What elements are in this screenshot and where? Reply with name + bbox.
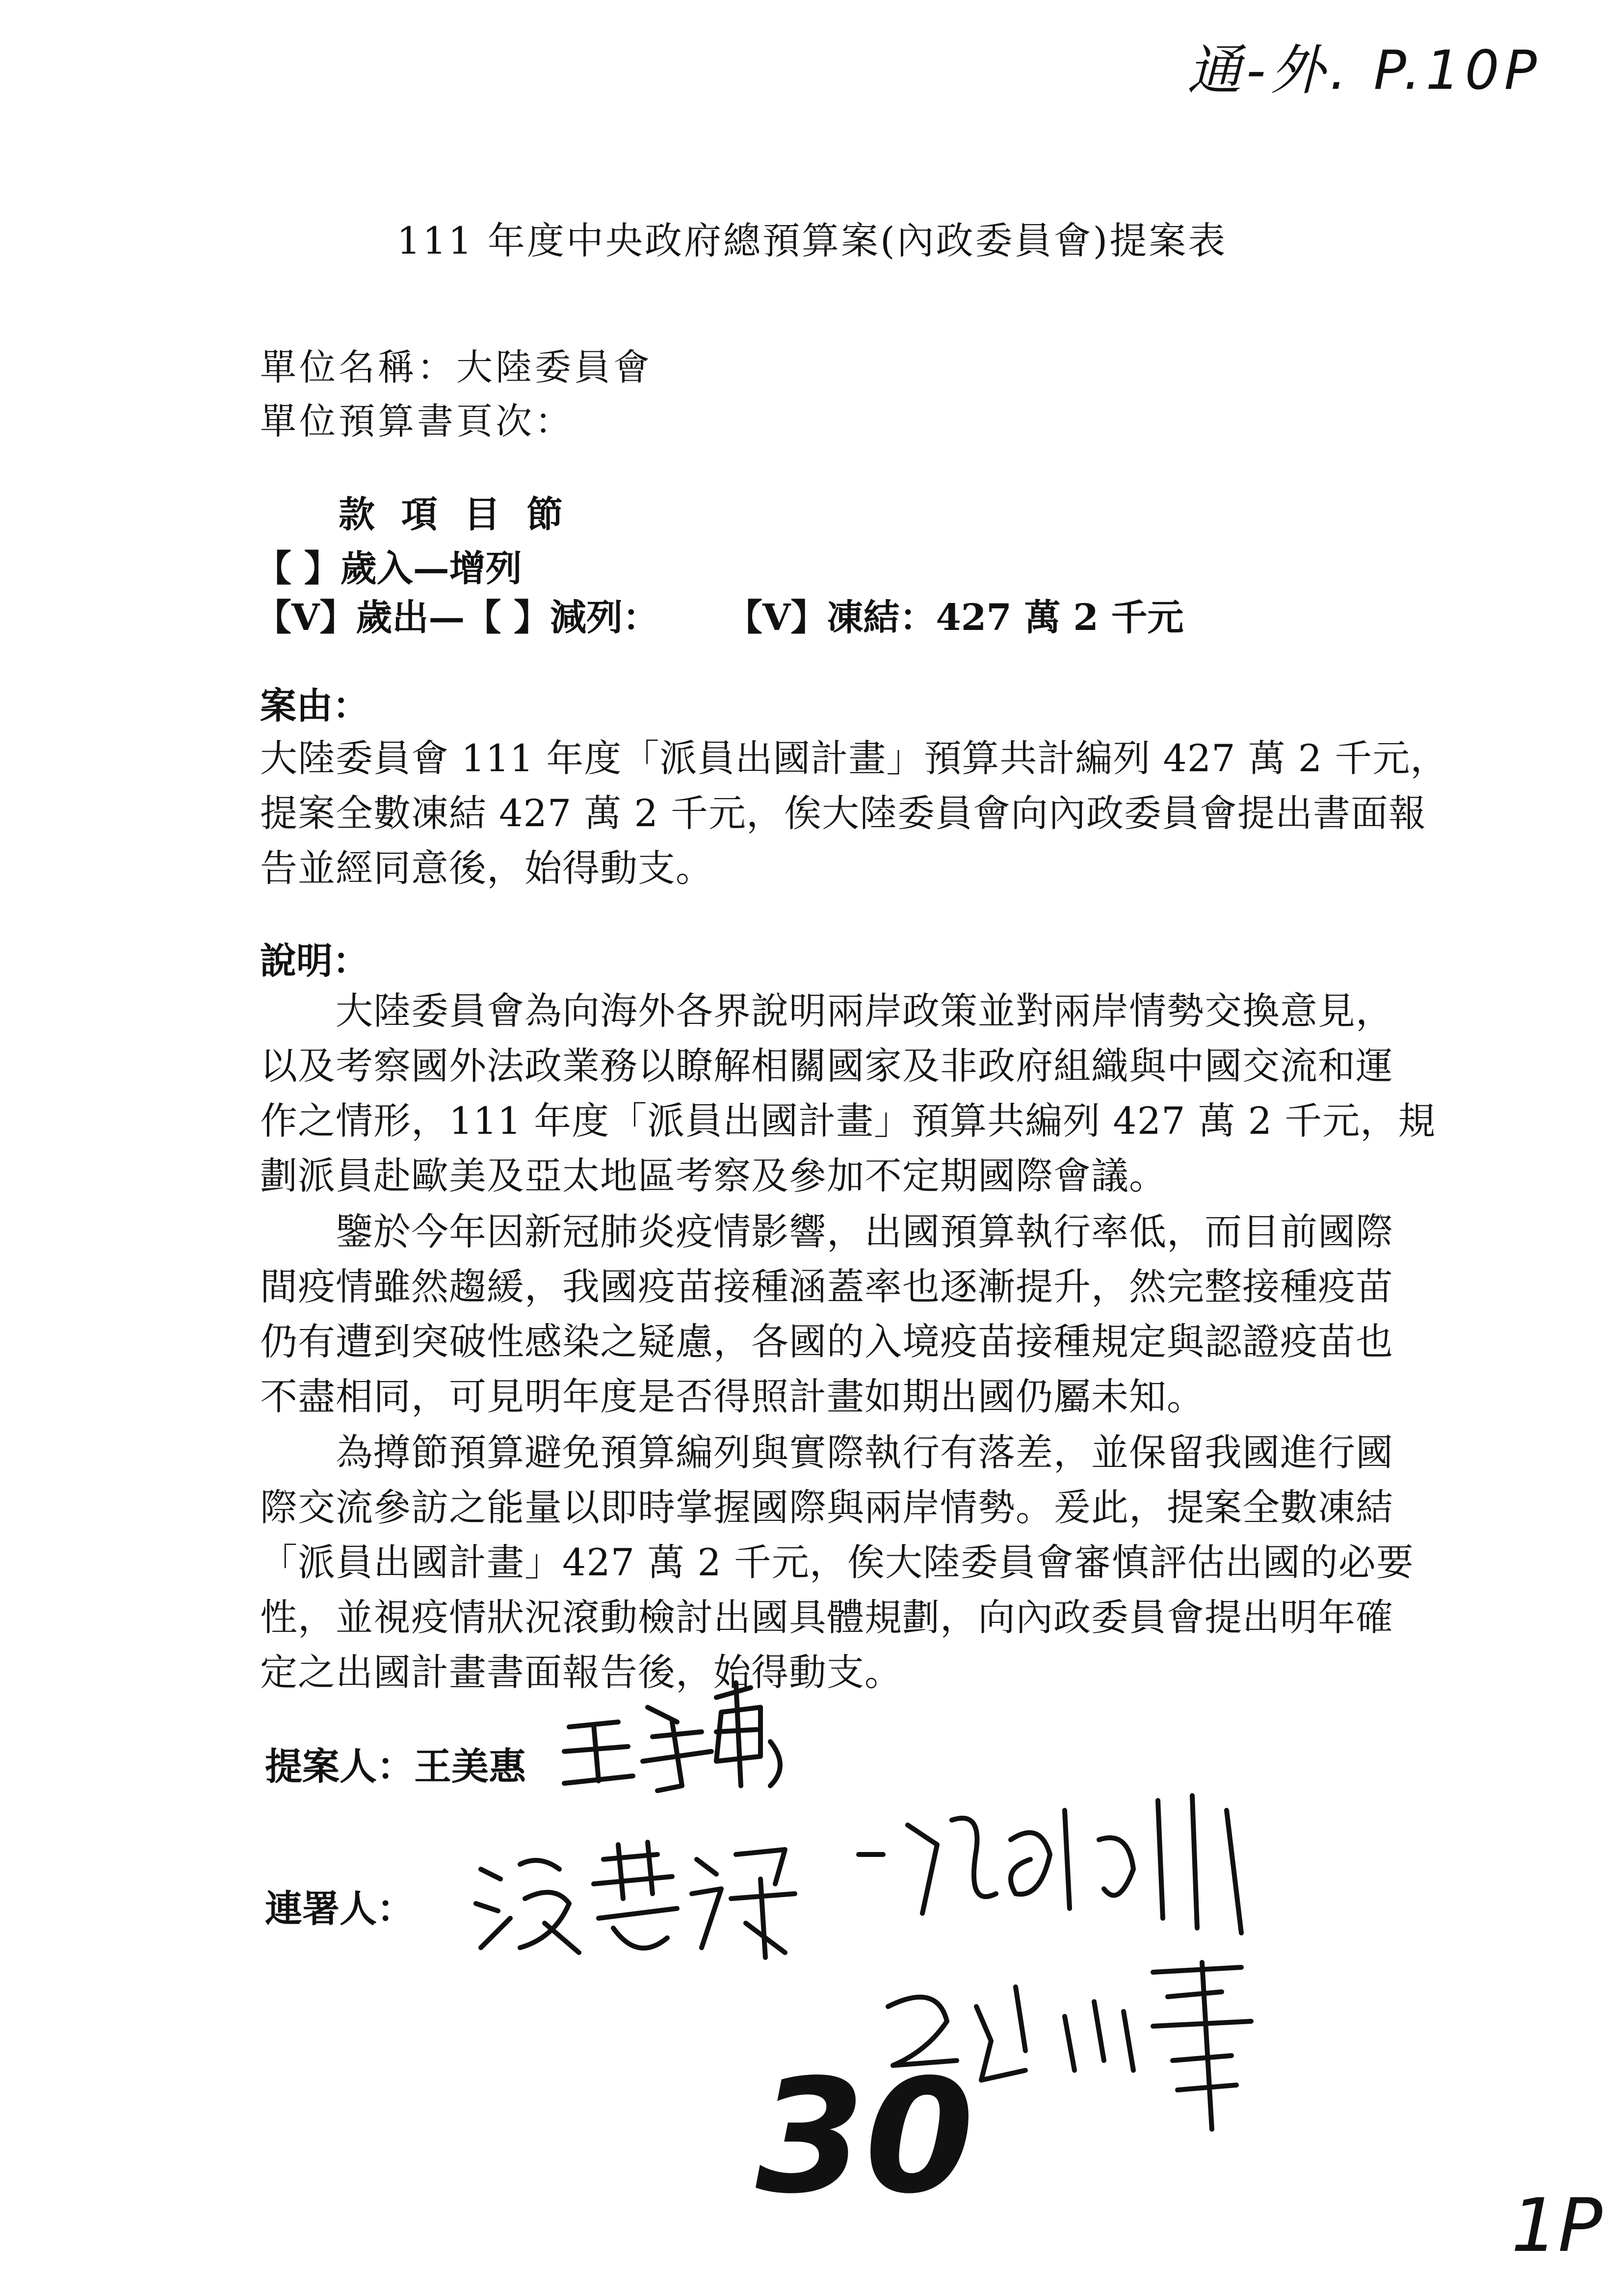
reason-line: 提案全數凍結 427 萬 2 千元，俟大陸委員會向內政委員會提出書面報 (260, 791, 1427, 835)
explanation-line: 「派員出國計畫」427 萬 2 千元，俟大陸委員會審慎評估出國的必要 (260, 1540, 1414, 1584)
explanation-line: 為撙節預算避免預算編列與實際執行有落差，並保留我國進行國 (260, 1431, 1393, 1474)
explanation-line: 以及考察國外法政業務以瞭解相關國家及非政府組織與中國交流和運 (260, 1044, 1393, 1088)
explanation-paragraph-2 (260, 1204, 1423, 1424)
cosigner-signature-2 (854, 1781, 1285, 1943)
explanation-line: 定之出國計畫書面報告後，始得動支。 (260, 1650, 902, 1694)
reason-line: 告並經同意後，始得動支。 (260, 846, 713, 890)
explanation-line: 不盡相同，可見明年度是否得照計畫如期出國仍屬未知。 (260, 1375, 1205, 1418)
expense-line-right: 【V】凍結：427 萬 2 千元 (726, 597, 1184, 639)
reason-line: 大陸委員會 111 年度「派員出國計畫」預算共計編列 427 萬 2 千元， (260, 736, 1448, 780)
proposer-label: 提案人：王美惠 (265, 1745, 526, 1788)
document-title: 111 年度中央政府總預算案(內政委員會)提案表 (396, 219, 1228, 262)
explanation-line: 大陸委員會為向海外各界說明兩岸政策並對兩岸情勢交換意見， (260, 989, 1393, 1033)
unit-budget-page: 單位預算書頁次： (260, 400, 574, 443)
expense-line-left: 【V】歲出—【 】減列： (255, 597, 659, 639)
cosigner-label: 連署人： (265, 1887, 414, 1931)
explanation-line: 間疫情雖然趨緩，我國疫苗接種涵蓋率也逐漸提升，然完整接種疫苗 (260, 1265, 1393, 1308)
explanation-heading: 說明： (260, 940, 369, 982)
reason-heading: 案由： (260, 685, 369, 727)
reason-paragraph (260, 731, 1448, 896)
handwritten-number: 30 (756, 2046, 974, 2228)
explanation-line: 鑒於今年因新冠肺炎疫情影響，出國預算執行率低，而目前國際 (260, 1210, 1393, 1253)
explanation-line: 性，並視疫情狀況滾動檢討出國具體規劃，向內政委員會提出明年確 (260, 1595, 1393, 1639)
explanation-line: 際交流參訪之能量以即時掌握國際與兩岸情勢。爰此，提案全數凍結 (260, 1486, 1393, 1529)
corner-handwritten-note: 通-外. P.10P (1187, 39, 1542, 102)
proposer-signature (554, 1668, 800, 1796)
explanation-line: 劃派員赴歐美及亞太地區考察及參加不定期國際會議。 (260, 1154, 1167, 1198)
explanation-paragraph-1 (260, 984, 1436, 1203)
cosigner-signature-1 (471, 1825, 805, 1967)
explanation-line: 仍有遭到突破性感染之疑慮，各國的入境疫苗接種規定與認證疫苗也 (260, 1320, 1393, 1363)
sections-header: 款 項 目 節 (339, 494, 570, 536)
explanation-paragraph-3 (260, 1425, 1423, 1700)
explanation-line: 作之情形，111 年度「派員出國計畫」預算共編列 427 萬 2 千元，規 (260, 1099, 1436, 1143)
unit-name: 單位名稱：大陸委員會 (260, 346, 653, 389)
revenue-line: 【 】歲入—增列 (255, 548, 522, 590)
page-mark: 1P (1511, 2183, 1602, 2269)
